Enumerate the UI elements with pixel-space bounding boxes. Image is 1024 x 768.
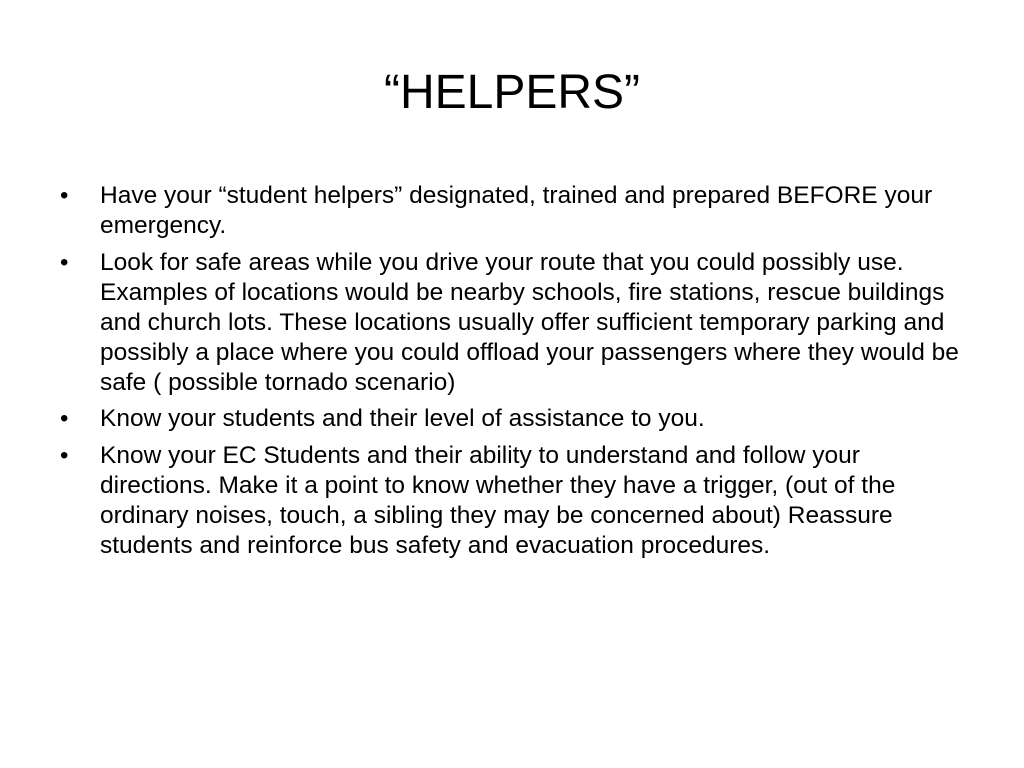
bullet-item — [60, 441, 960, 561]
bullet-icon: • — [60, 441, 69, 469]
bullet-icon: • — [60, 405, 69, 432]
bullet-text: Look for safe areas while you drive your route that you could possibly use. Examples of locations would be nearby schools, fire stations, rescue buildings and church lots. These locations usually offer sufficient temporary parking and possibly a place where you could offload your passengers where they would be safe ( possible tornado scenario) — [100, 248, 959, 396]
bullet-icon: • — [60, 248, 69, 276]
bullet-text: Have your “student helpers” designated, trained and prepared BEFORE your emergency. — [100, 182, 933, 239]
bullet-list — [60, 181, 960, 567]
bullet-item — [60, 181, 960, 241]
bullet-item — [60, 404, 960, 434]
bullet-text: Know your EC Students and their ability to understand and follow your directions. Make it a point to know whether they have a trigger, (out of the ordinary noises, touch, a sibling they may be concerned about) Reassure students and reinforce bus safety and evacuation procedures. — [100, 441, 896, 559]
slide-title: “HELPERS” — [383, 66, 641, 119]
bullet-text: Know your students and their level of assistance to you. — [100, 405, 705, 432]
bullet-item — [60, 248, 960, 398]
bullet-icon: • — [60, 182, 69, 209]
